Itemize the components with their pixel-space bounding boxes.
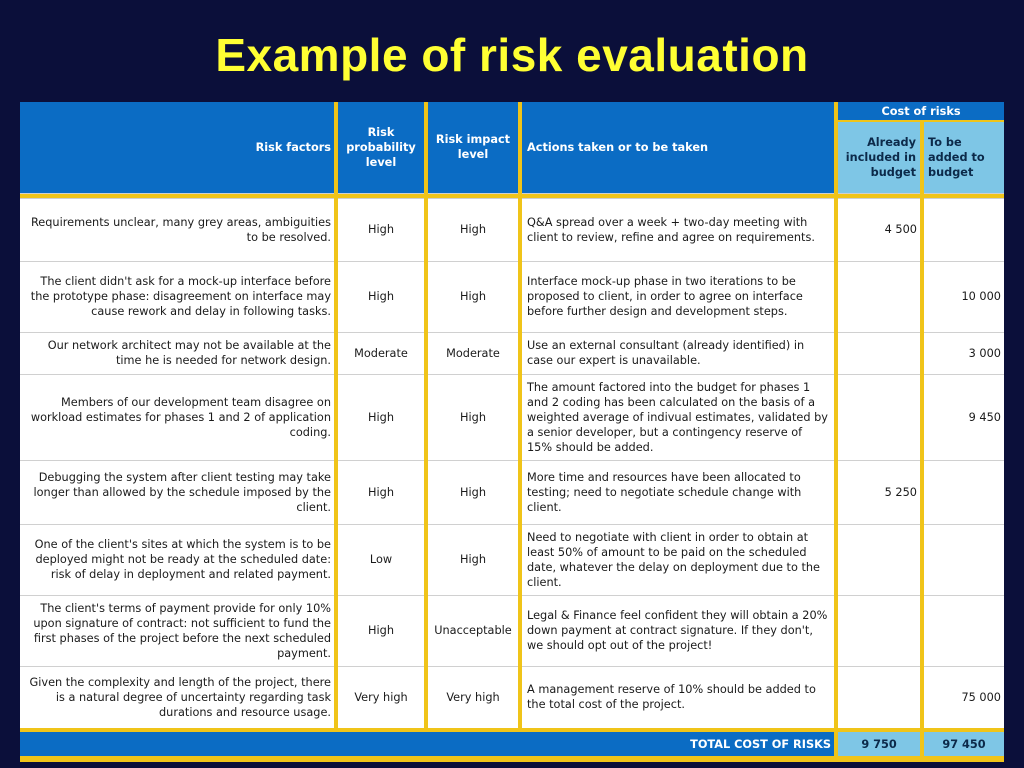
included-cost-cell [836,261,922,332]
impact-cell: High [426,524,520,595]
added-cost-cell [922,524,1004,595]
table-row [20,374,1004,460]
included-cost-cell [836,524,922,595]
included-cost-cell: 4 500 [836,198,922,261]
added-cost-cell [922,198,1004,261]
slide-title: Example of risk evaluation [215,29,809,81]
probability-cell: Low [336,524,426,595]
header-probability: Risk probability level [336,102,426,193]
included-cost-cell [836,374,922,460]
probability-cell: High [336,198,426,261]
total-label: TOTAL COST OF RISKS [20,730,836,756]
impact-cell: High [426,374,520,460]
probability-cell: High [336,261,426,332]
total-row [20,730,1004,756]
risk-factor-cell: The client's terms of payment provide for only 10% upon signature of contract: not sufficient to fund the first phases of the project before the next scheduled payment. [20,595,336,666]
included-cost-cell [836,332,922,374]
risk-table-container [20,102,1004,762]
risk-factor-cell: Requirements unclear, many grey areas, ambiguities to be resolved. [20,198,336,261]
risk-factor-cell: Members of our development team disagree on workload estimates for phases 1 and 2 of application coding. [20,374,336,460]
probability-cell: High [336,374,426,460]
action-cell: More time and resources have been allocated to testing; need to negotiate schedule change with client. [520,460,836,524]
included-cost-cell [836,595,922,666]
table-row [20,595,1004,666]
probability-cell: High [336,460,426,524]
action-cell: Need to negotiate with client in order to obtain at least 50% of amount to be paid on the scheduled date, whatever the delay on deployment due to the client. [520,524,836,595]
risk-factor-cell: Debugging the system after client testing may take longer than allowed by the schedule imposed by the client. [20,460,336,524]
action-cell: Legal & Finance feel confident they will obtain a 20% down payment at contract signature. If they don't, we should opt out of the project! [520,595,836,666]
impact-cell: High [426,261,520,332]
risk-evaluation-table [20,102,1004,756]
total-included-value: 9 750 [836,730,922,756]
added-cost-cell: 10 000 [922,261,1004,332]
header-risk-factors: Risk factors [20,102,336,193]
risk-factor-cell: Our network architect may not be available at the time he is needed for network design. [20,332,336,374]
risk-factor-cell: One of the client's sites at which the system is to be deployed might not be ready at the scheduled date: risk of delay in deployment and related payment. [20,524,336,595]
total-added-value: 97 450 [922,730,1004,756]
table-row [20,524,1004,595]
included-cost-cell: 5 250 [836,460,922,524]
included-cost-cell [836,666,922,730]
header-to-be-added: To be added to budget [922,121,1004,193]
impact-cell: Very high [426,666,520,730]
impact-cell: Moderate [426,332,520,374]
risk-factor-cell: The client didn't ask for a mock-up interface before the prototype phase: disagreement on interface may cause rework and delay in following tasks. [20,261,336,332]
action-cell: A management reserve of 10% should be added to the total cost of the project. [520,666,836,730]
header-cost-of-risks: Cost of risks [836,102,1004,121]
risk-factor-cell: Given the complexity and length of the project, there is a natural degree of uncertainty regarding task durations and resource usage. [20,666,336,730]
table-row [20,198,1004,261]
added-cost-cell: 3 000 [922,332,1004,374]
added-cost-cell: 75 000 [922,666,1004,730]
impact-cell: Unacceptable [426,595,520,666]
probability-cell: Moderate [336,332,426,374]
header-already-included: Already included in budget [836,121,922,193]
action-cell: Interface mock-up phase in two iterations to be proposed to client, in order to agree on interface before further design and development steps. [520,261,836,332]
added-cost-cell [922,595,1004,666]
header-impact: Risk impact level [426,102,520,193]
table-row [20,261,1004,332]
action-cell: Use an external consultant (already identified) in case our expert is unavailable. [520,332,836,374]
probability-cell: Very high [336,666,426,730]
action-cell: Q&A spread over a week + two-day meeting with client to review, refine and agree on requirements. [520,198,836,261]
header-actions: Actions taken or to be taken [520,102,836,193]
table-row [20,332,1004,374]
probability-cell: High [336,595,426,666]
impact-cell: High [426,198,520,261]
table-row [20,460,1004,524]
action-cell: The amount factored into the budget for phases 1 and 2 coding has been calculated on the basis of a weighted average of indivual estimates, validated by a senior developer, but a contingency reserve of 15% should be added. [520,374,836,460]
impact-cell: High [426,460,520,524]
table-row [20,666,1004,730]
added-cost-cell: 9 450 [922,374,1004,460]
added-cost-cell [922,460,1004,524]
